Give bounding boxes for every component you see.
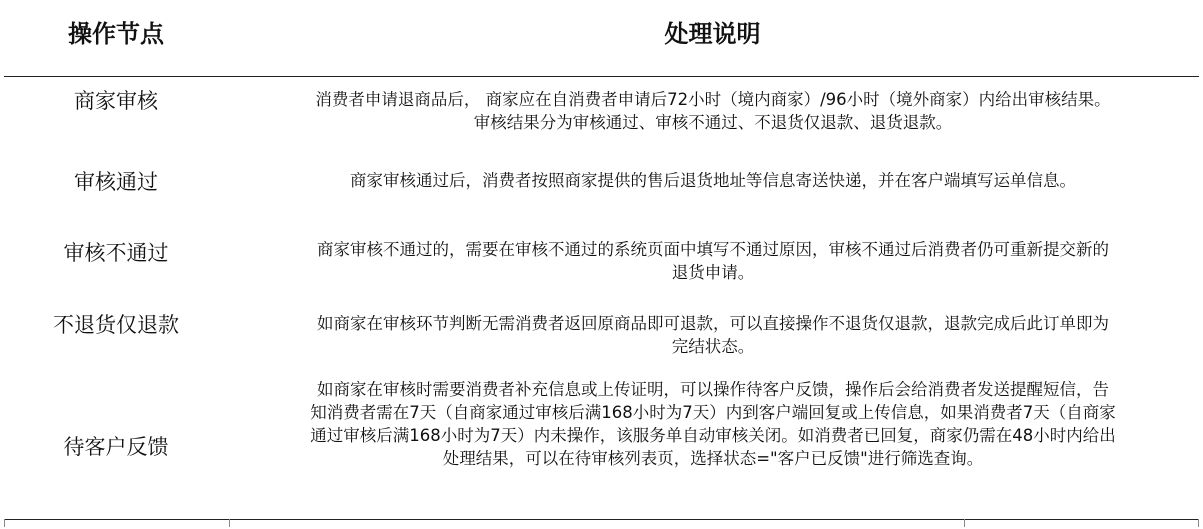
row-description (238, 312, 1188, 358)
row-node-label: 待客户反馈 (63, 435, 169, 459)
column-header-description: 处理说明 (664, 20, 761, 48)
header-divider (4, 76, 1199, 77)
row-node-label: 审核不通过 (63, 241, 169, 265)
description-line: 知消费者需在7天（自商家通过审核后满168小时为7天）内到客户端回复或上传信息，如果消费者7天（自商家 (310, 403, 1116, 422)
column-header-node: 操作节点 (68, 20, 164, 48)
description-line: 商家审核不通过的，需要在审核不通过的系统页面中填写不通过原因，审核不通过后消费者仍可重新提交新的 (317, 240, 1109, 259)
row-description (238, 169, 1188, 192)
column-tick (1198, 519, 1199, 527)
description-line: 处理结果，可以在待审核列表页，选择状态="客户已反馈"进行筛选查询。 (442, 449, 984, 468)
bottom-border-ticks (4, 519, 1199, 527)
column-tick (964, 519, 965, 527)
description-line: 退货申请。 (671, 263, 755, 282)
description-line: 商家审核通过后，消费者按照商家提供的售后退货地址等信息寄送快递，并在客户端填写运单信息。 (350, 171, 1076, 190)
row-description (238, 88, 1188, 134)
description-line: 如商家在审核时需要消费者补充信息或上传证明，可以操作待客户反馈，操作后会给消费者发送提醒短信，告 (317, 380, 1109, 399)
row-node-label: 商家审核 (74, 89, 158, 113)
row-node-label: 审核通过 (74, 170, 158, 194)
row-description (238, 238, 1188, 284)
column-tick (4, 519, 5, 527)
description-line: 完结状态。 (671, 337, 755, 356)
row-description (238, 378, 1188, 470)
description-line: 通过审核后满168小时为7天）内未操作，该服务单自动审核关闭。如消费者已回复，商家仍需在48小时内给出 (310, 426, 1116, 445)
description-line: 审核结果分为审核通过、审核不通过、不退货仅退款、退货退款。 (473, 113, 953, 132)
description-line: 如商家在审核环节判断无需消费者返回原商品即可退款，可以直接操作不退货仅退款，退款完成后此订单即为 (317, 314, 1109, 333)
row-node-label: 不退货仅退款 (53, 313, 179, 337)
description-line: 消费者申请退商品后， 商家应在自消费者申请后72小时（境内商家）/96小时（境外商家）内给出审核结果。 (315, 90, 1111, 109)
column-tick (229, 519, 230, 527)
